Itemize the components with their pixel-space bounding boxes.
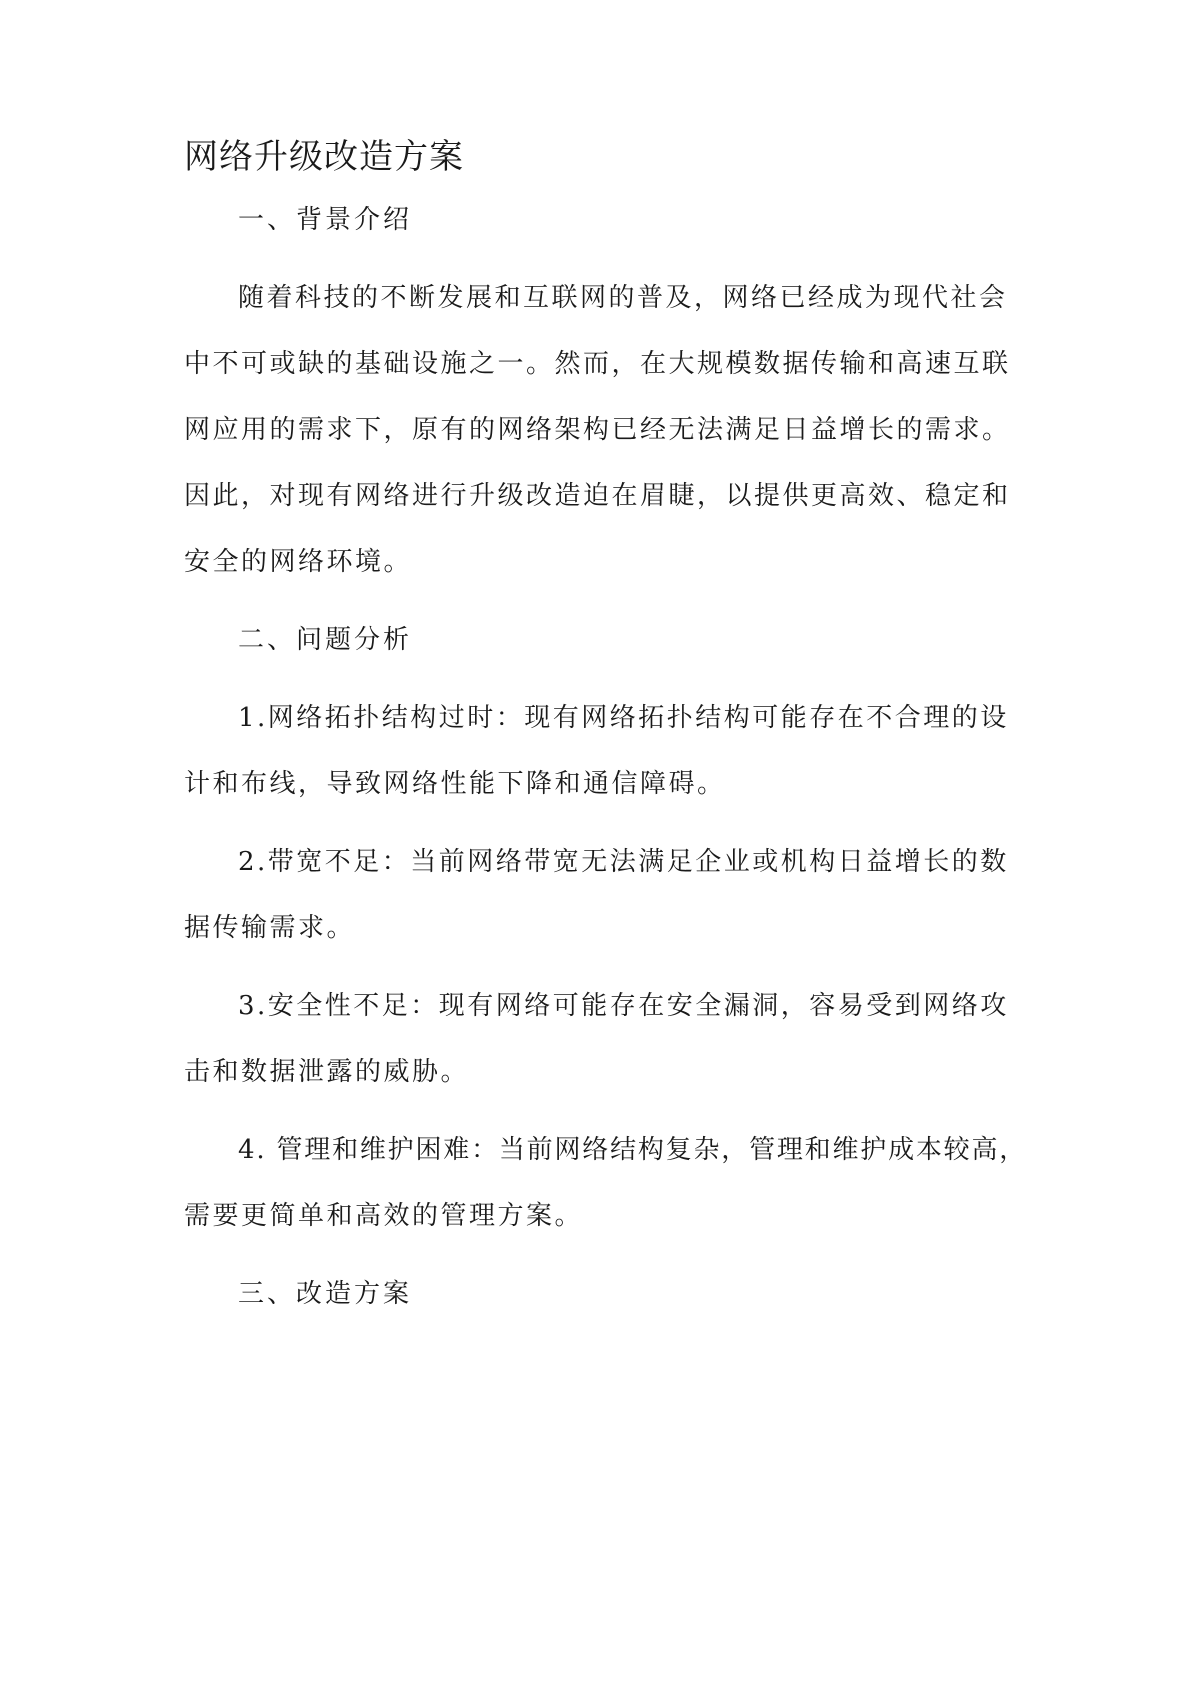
paragraph-line: 安全的网络环境。: [184, 547, 413, 577]
list-item-line: 1.网络拓扑结构过时：现有网络拓扑结构可能存在不合理的设: [238, 703, 1009, 733]
paragraph-line: 因此，对现有网络进行升级改造迫在眉睫，以提供更高效、稳定和: [184, 481, 1011, 511]
paragraph-line: 随着科技的不断发展和互联网的普及，网络已经成为现代社会: [238, 283, 1008, 313]
list-item-line: 2.带宽不足：当前网络带宽无法满足企业或机构日益增长的数: [238, 847, 1009, 877]
section-heading-background: 一、背景介绍: [238, 205, 413, 235]
list-item-line: 据传输需求。: [184, 913, 356, 943]
section-heading-problem-analysis: 二、问题分析: [238, 625, 413, 655]
paragraph-line: 网应用的需求下，原有的网络架构已经无法满足日益增长的需求。: [184, 415, 1011, 445]
list-item-line: 计和布线，导致网络性能下降和通信障碍。: [184, 769, 726, 799]
section-heading-renovation-plan: 三、改造方案: [238, 1279, 413, 1309]
list-item-line: 4. 管理和维护困难：当前网络结构复杂，管理和维护成本较高，: [238, 1135, 1028, 1165]
paragraph-line: 中不可或缺的基础设施之一。然而，在大规模数据传输和高速互联: [184, 349, 1011, 379]
list-item-line: 需要更简单和高效的管理方案。: [184, 1201, 584, 1231]
list-item-line: 3.安全性不足：现有网络可能存在安全漏洞，容易受到网络攻: [238, 991, 1009, 1021]
document-title: 网络升级改造方案: [184, 137, 464, 177]
list-item-line: 击和数据泄露的威胁。: [184, 1057, 470, 1087]
